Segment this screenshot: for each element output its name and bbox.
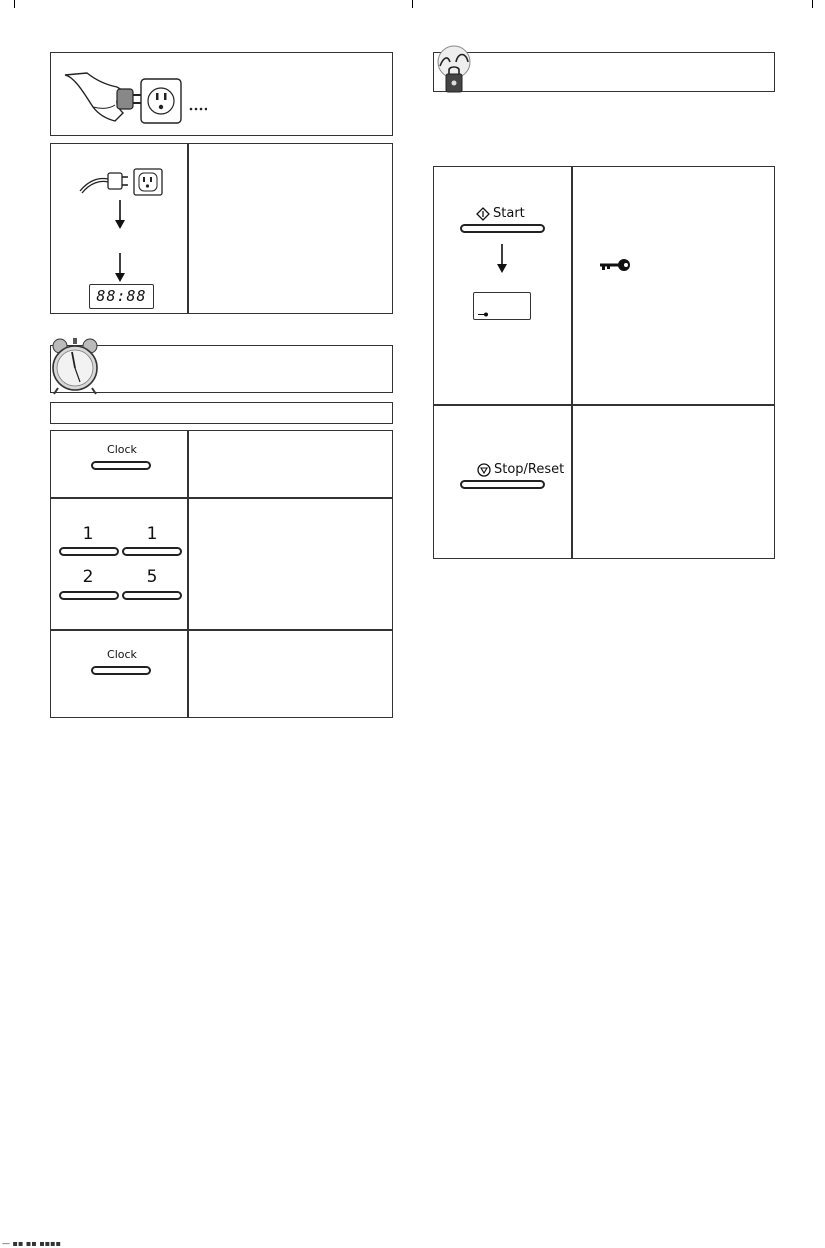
number-button-1b[interactable] xyxy=(122,547,182,556)
start-button-label: Start xyxy=(493,206,525,221)
row-divider xyxy=(50,497,393,499)
stop-octagon-icon xyxy=(477,463,491,477)
power-plug-banner xyxy=(50,52,393,136)
table-divider xyxy=(187,143,189,314)
child-lock-banner xyxy=(433,52,775,92)
row-divider xyxy=(50,629,393,631)
crop-mark xyxy=(412,0,413,8)
number-button-2[interactable] xyxy=(59,591,119,600)
keypad-digit: 1 xyxy=(82,524,94,544)
keypad-digit: 2 xyxy=(82,567,94,587)
keypad-digit: 5 xyxy=(146,567,158,587)
down-arrow-icon xyxy=(114,253,126,283)
clock-button-label: Clock xyxy=(107,443,137,456)
display-panel xyxy=(473,292,531,320)
key-icon xyxy=(478,312,488,317)
clock-button[interactable] xyxy=(91,666,151,675)
alarm-clock-icon xyxy=(48,336,104,396)
number-button-1[interactable] xyxy=(59,547,119,556)
down-arrow-icon xyxy=(114,200,126,230)
row-divider xyxy=(433,404,775,406)
crop-mark xyxy=(812,0,813,8)
plug-outlet-icon xyxy=(78,167,168,199)
table-divider xyxy=(571,166,573,559)
number-button-5[interactable] xyxy=(122,591,182,600)
clock-subheader xyxy=(50,402,393,424)
child-lock-icon xyxy=(430,44,480,98)
down-arrow-icon xyxy=(496,244,508,274)
clock-button[interactable] xyxy=(91,461,151,470)
footer-text: — ▪▪ ▪▪ ▪▪▪▪ xyxy=(2,1239,62,1248)
start-button[interactable] xyxy=(460,224,545,233)
stop-reset-button[interactable] xyxy=(460,480,545,489)
display-panel xyxy=(89,284,154,309)
plug-icon xyxy=(57,55,207,135)
start-diamond-icon xyxy=(476,207,490,221)
stop-reset-button-label: Stop/Reset xyxy=(494,462,565,477)
keypad-digit: 1 xyxy=(146,524,158,544)
crop-mark xyxy=(14,0,15,8)
display-value: 88:88 xyxy=(96,287,147,305)
clock-button-label: Clock xyxy=(107,648,137,661)
table-divider xyxy=(187,430,189,718)
key-icon xyxy=(597,258,633,272)
